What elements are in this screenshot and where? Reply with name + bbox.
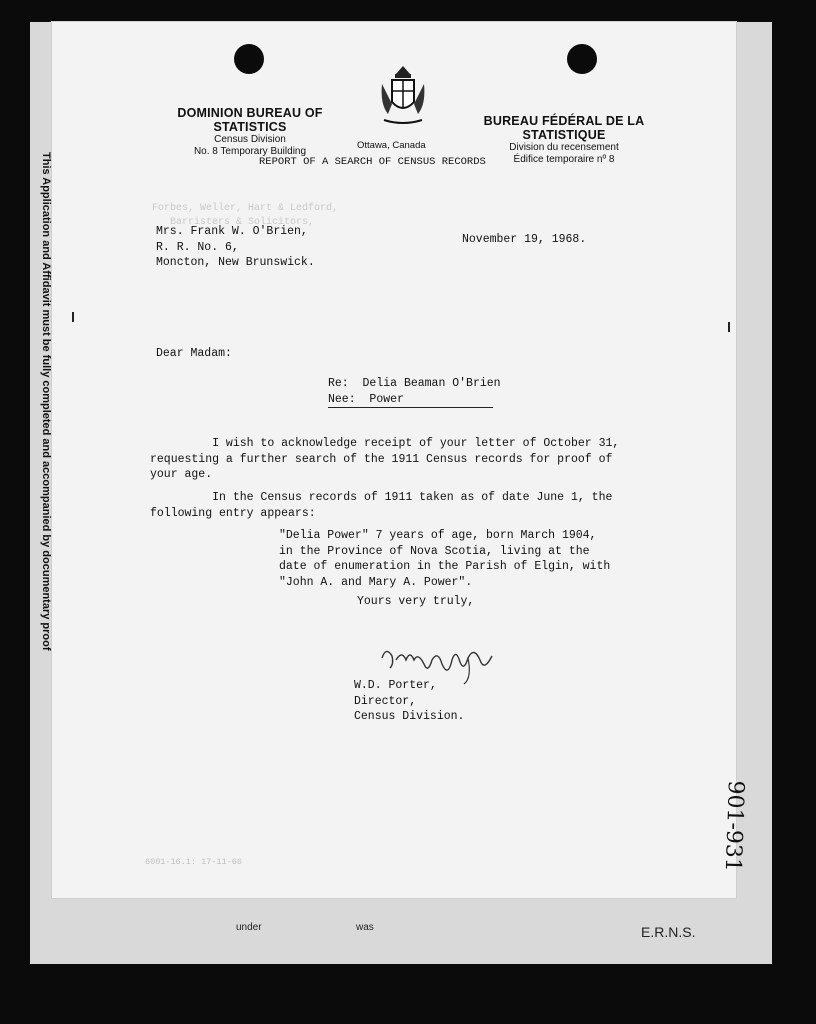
show-through-text: Forbes, Weller, Hart & Ledford, Barristers & Solicitors, <box>152 203 339 228</box>
census-entry-quote <box>279 528 610 590</box>
recipient-address <box>156 224 315 271</box>
p1-line-2: requesting a further search of the 1911 Census records for proof of <box>150 452 613 466</box>
signatory-name: W.D. Porter, <box>354 679 437 692</box>
re-line <box>328 376 501 407</box>
closing: Yours very truly, <box>357 595 475 608</box>
header-left-title: DOMINION BUREAU OF STATISTICS <box>177 106 323 134</box>
header-right-sub2: Édifice temporaire nº 8 <box>513 154 615 165</box>
quote-line-2: in the Province of Nova Scotia, living at the <box>279 544 590 558</box>
quote-line-3: date of enumeration in the Parish of Elgin, with <box>279 560 611 573</box>
quote-line-1: "Delia Power" 7 years of age, born March 1904, <box>279 529 597 542</box>
header-left-sub1: Census Division <box>214 134 286 145</box>
p2-line-2: following entry appears: <box>150 506 316 520</box>
p2-line-1: In the Census records of 1911 taken as of date June 1, the <box>212 491 613 504</box>
header-left <box>140 106 360 158</box>
salutation: Dear Madam: <box>156 347 232 360</box>
p1-line-1: I wish to acknowledge receipt of your letter of October 31, <box>212 437 620 450</box>
header-right-title: BUREAU FÉDÉRAL DE LA STATISTIQUE <box>483 114 645 142</box>
header-center: Ottawa, Canada <box>357 140 426 151</box>
nee-value: Power <box>369 392 404 406</box>
signatory-title: Director, <box>354 694 417 708</box>
paragraph-2 <box>150 490 612 521</box>
form-strip <box>86 912 746 972</box>
handwritten-margin-number: 901-931 <box>719 780 748 873</box>
form-strip-col2: was <box>356 922 374 933</box>
form-number: 6001-16.1: 17-11-66 <box>145 857 242 867</box>
side-instruction-text: This Application and Affidavit must be fully completed and accompanied by documentary proof <box>40 152 52 651</box>
re-value: Delia Beaman O'Brien <box>362 377 501 390</box>
form-strip-col3: E.R.N.S. <box>641 924 696 940</box>
address-line-1: Mrs. Frank W. O'Brien, <box>156 225 308 238</box>
re-label: Re: <box>328 377 349 390</box>
paragraph-1 <box>150 436 619 483</box>
re-underline <box>328 407 493 408</box>
punch-hole-right <box>567 44 597 74</box>
quote-line-4: "John A. and Mary A. Power". <box>279 575 473 589</box>
letter-sheet <box>52 22 736 898</box>
form-strip-col1: under <box>236 922 262 933</box>
signature-block <box>354 678 464 725</box>
address-line-2: R. R. No. 6, <box>156 240 239 254</box>
header-right-sub1: Division du recensement <box>509 142 619 153</box>
report-title: REPORT OF A SEARCH OF CENSUS RECORDS <box>259 156 486 168</box>
nee-label: Nee: <box>328 392 356 406</box>
header-left-sub2: No. 8 Temporary Building <box>193 146 307 157</box>
coat-of-arms-icon <box>378 64 428 128</box>
address-line-3: Moncton, New Brunswick. <box>156 256 315 269</box>
edge-mark-left <box>72 312 74 322</box>
signatory-division: Census Division. <box>354 710 465 723</box>
letter-date: November 19, 1968. <box>462 233 587 246</box>
p1-line-3: your age. <box>150 468 213 481</box>
edge-mark-right <box>728 322 730 332</box>
punch-hole-left <box>234 44 264 74</box>
